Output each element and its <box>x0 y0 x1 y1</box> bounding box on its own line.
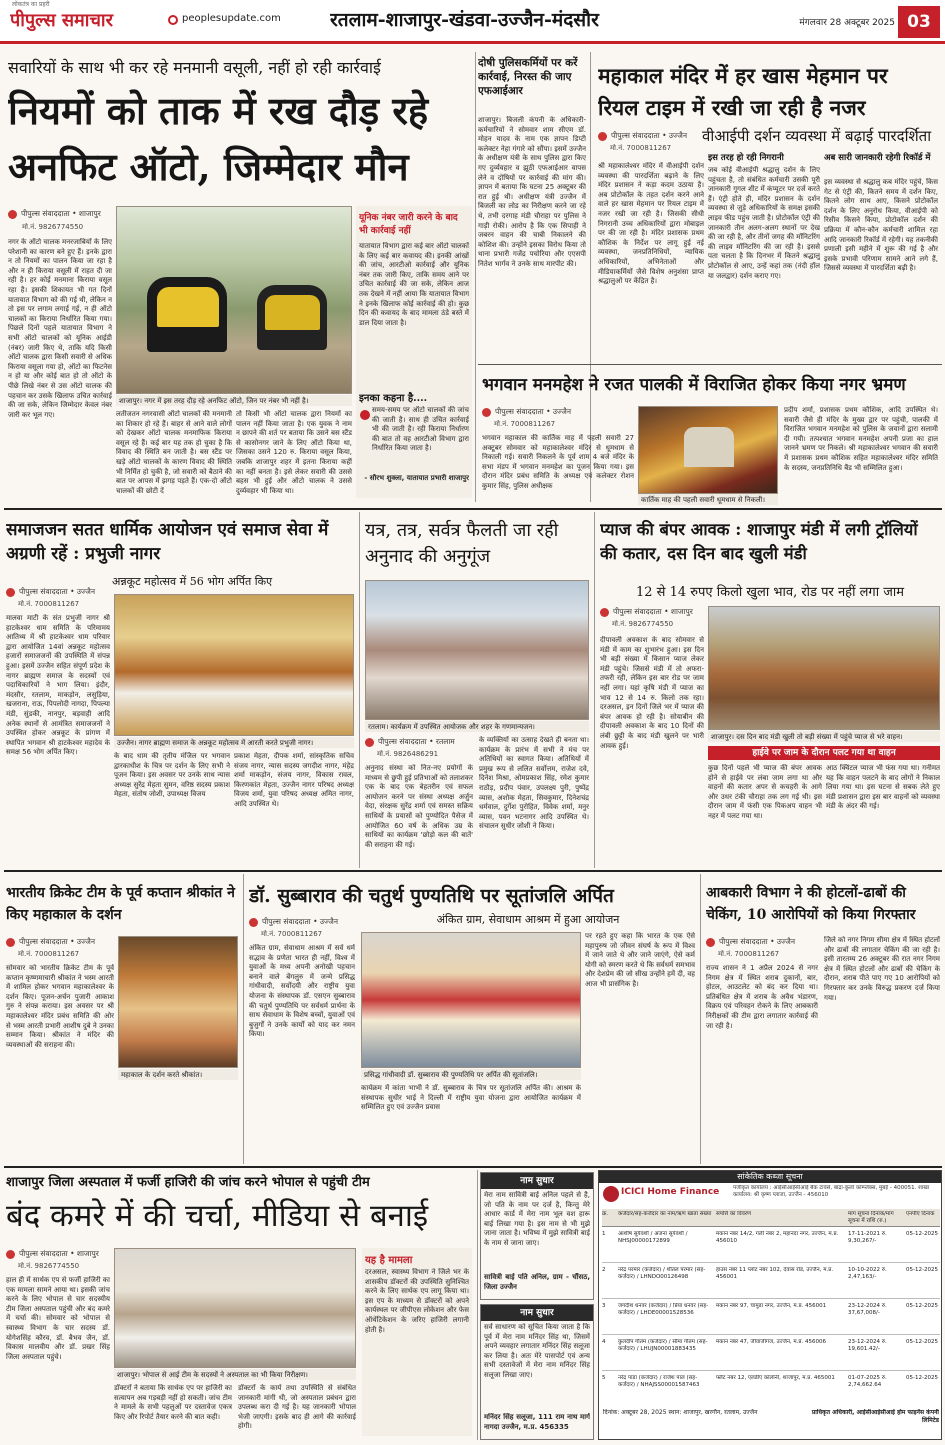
auto-story <box>4 48 474 503</box>
notice-cell: कुलदीप गौतम (कर्जदार) / सीमा गौतम (सह-कर्जदार) / LHUJN00001883435 <box>618 1339 708 1352</box>
notice-header-cell: कर्जदार/सह-कर्जदार का नाम/ऋण खाता संख्या <box>618 1211 712 1217</box>
auto-kicker: सवारियों के साथ भी कर रहे मनमानी वसूली, नहीं हो रही कार्रवाई <box>8 58 381 77</box>
notice-cell: 05-12-2025 <box>906 1303 938 1309</box>
reporter-icon <box>6 588 15 597</box>
vip-col1: श्री महाकालेश्वर मंदिर में वीआईपी दर्शन व्यवस्था की पारदर्शिता बढ़ाने के लिए मंदिर प्रशासन ने कड़ा कदम उठाया है। अब प्रोटोकॉल के तहत दर्शन करने आने वाले हर खास मेहमान पर रियल टाइम में नजर रखी जा रही है। जिसकी सीधी निगरानी उच्च अधिकारियों द्वारा मोबाइल पर की जा रही है। मंदिर प्रशासक प्रथम कौशिक के निर्देश पर लागू हुई नई व्यवस्था, जनप्रतिनिधियों, न्यायिक अधिकारियों, अभिनेताओं और मीडियाकर्मियों जैसे विशेष अनुशंसा प्राप्त श्रद्धालुओं पर केंद्रित है। <box>598 162 704 286</box>
excise-mobile: मो.नं. 7000811267 <box>718 950 780 958</box>
notice-table-header <box>602 1209 940 1227</box>
subbarao-mobile: मो.नं. 7000811267 <box>261 930 323 938</box>
vip-col2-title: इस तरह हो रही निगरानी <box>708 153 784 163</box>
prabhuji-photo <box>114 594 354 736</box>
issue-date: मंगलवार 28 अक्टूबर 2025 <box>799 18 895 28</box>
subbarao-col1: अंकित ग्राम, सेवाधाम आश्रम में सर्व धर्म सद्भाव के प्रणेता भारत ही नहीं, विश्व में युवाओं के मध्य अपनी अनोखी पहचान बनाने वाले बेंगलुरु में जन्मे प्रसिद्ध गांधीवादी, सर्वोदयी और राष्ट्रीय युवा योजना के संस्थापक डॉ. एसएन सुब्बाराव की चतुर्थ पुण्यतिथि पर सर्वधर्म प्रार्थना के साथ सेवाधाम के विशेष बच्चों, युवाओं एवं बुजुर्गों ने उनके कार्यों को याद कर नमन किया। <box>249 944 355 1039</box>
auto-sidebar-text: यातायात विभाग द्वारा कई बार ऑटो चालकों के लिए कई बार कवायद की। इनकी आंखों की जांच, आरटीओ कार्रवाई और यूनिक नंबर तक जारी किए, ताकि समय आने पर उचित कार्रवाई की जा सके, लेकिन आज तक देखने में नहीं आया कि यातायात विभाग ने इनके खिलाफ कोई कार्रवाई की हो। कुछ दिन की कवायद के बाद मामला ठंडे बस्ते में डाल दिया जाता है। <box>359 242 469 327</box>
reporter-icon <box>600 608 609 617</box>
notice-cell: मकान नंबर 47, जीवाजीगंज, उज्जैन, म.प्र. 456006 <box>716 1339 827 1345</box>
prabhuji-mobile: मो.नं. 7000811267 <box>18 600 80 608</box>
column-divider <box>477 1170 478 1440</box>
auto-rickshaw-shape <box>157 287 219 327</box>
icici-logo-icon <box>603 1186 619 1202</box>
hospital-col2: डॉक्टरों ने बताया कि सार्थक एप पर हाजिरी का सत्यापन अब गड़बड़ी नहीं हो सकती। जांच टीम ने मामले के सभी पहलुओं पर दस्तावेज एकत्र किए और रिपोर्ट तैयार करने की बात कही। <box>114 1384 232 1421</box>
reporter-icon <box>706 938 715 947</box>
notice-cell: आशीष सूर्यवंशी / अंजना सूर्यवंशी / NHSJ00000172899 <box>618 1231 688 1244</box>
onion-col1: दीपावली अवकाश के बाद सोमवार से मंडी में काम का शुभारंभ हुआ। इस दिन भी बड़ी संख्या में किसान प्याज लेकर मंडी पहुंचे। जिससे मंडी में तो अफरा-तफरी रही, लेकिन इस बार रोड पर जाम नहीं लगा। यहां कृषि मंडी में प्याज का भाव 12 से 14 रु. किलो तक रहा। दरअसल, इन दिनों जिले भर में प्याज की बंपर आवक हो रही है। सोयाबीन की दीपावली अवकाश के बाद 10 दिनों की लंबी छुट्टी के बाद मंडी खुलने पर भारी आवक हुई। <box>600 636 704 750</box>
excise-byline: पीपुल्स संवाददाता • उज्जैन <box>706 936 814 948</box>
subbarao-caption: प्रसिद्ध गांधीवादी डॉ. सुब्बाराव की पुण्यतिथि पर अर्पित की सूतांजलि। <box>361 1069 581 1080</box>
srikanth-byline: पीपुल्स संवाददाता • उज्जैन <box>6 936 114 948</box>
name-change-sign: मनिंदर सिंह सलूजा, 111 राम नाथ मार्ग नागदा उज्जैन, म.प्र. 456335 <box>484 1413 590 1431</box>
reporter-icon <box>249 918 258 927</box>
prabhuji-col3: प्रकाश मेहता, दीपक शर्मा, सांस्कृतिक सचिव संजय नागर, न्यास सदस्य जगदीश नागर, मंहेद्र शर्मा माकड़ोन, संजय नागर, विकास रावल, किरणकांत मेहता, उज्जैन नागर परिषद अध्यक्ष विजय शर्मा, युवा परिषद अध्यक्ष अमित नागर, आदि उपस्थित थे। <box>234 752 354 808</box>
notice-cell: हाउस नंबर 11 प्लॉट नंबर 102, देवास रोड, उज्जैन, म.प्र. 456001 <box>716 1267 834 1280</box>
prabhuji-col2: के बाद धाम की तृतीय मंजिल पर भगवान द्वारकाधीश के चित्र पर दर्शन के लिए सभी ने पूजन किया। इस अवसर पर उनके साथ न्यास अध्यक्ष सुरेंद्र मेहता सुमन, वरिष्ठ सदस्य प्रकाश मेहता, संतोष जोशी, उपाध्यक्ष विजय <box>114 752 230 799</box>
notice-row <box>602 1265 940 1299</box>
auto-mobile: मो.नं. 9826774550 <box>22 223 84 231</box>
prabhuji-caption: उज्जैन। नागर ब्राह्मण समाज के अन्नकूट महोत्सव में आरती करते प्रभुजी नागर। <box>114 737 354 748</box>
name-change-2 <box>480 1304 594 1440</box>
srikanth-caption: महाकाल के दर्शन करते श्रीकांत। <box>118 1069 238 1080</box>
police-headline: दोषी पुलिसकर्मियों पर करें कार्रवाई, निरस्त की जाए एफआईआर <box>478 57 578 97</box>
hospital-caption: शाजापुर। भोपाल से आई टीम के सदस्यों ने अस्पताल का भी किया निरीक्षण। <box>114 1369 356 1380</box>
notice-cell: नरेंद्र परमार (कर्जदार) / शीतल परमार (सह-कर्जदार) / LHNDO00126498 <box>618 1267 706 1280</box>
prabhuji-story <box>4 512 356 868</box>
notice-cell: 2 <box>602 1267 606 1273</box>
auto-sidebar <box>356 206 472 498</box>
manmahesh-photo <box>638 406 778 494</box>
subbarao-headline: डॉ. सुब्बाराव की चतुर्थ पुण्यतिथि पर सूतांजलि अर्पित <box>249 885 614 907</box>
hospital-box-title: यह है मामला <box>365 1255 413 1266</box>
notice-cell: 5 <box>602 1375 606 1381</box>
auto-col1: नगर के ऑटो चालक मनरजाबियों के लिए परेशानी का कारण बने हुए हैं। इनके द्वारा न तो नियमों का पालन किया जा रहा है और न ही किराया वसूली में राहत दी जा रही है। हर कोई मनमाना किराया वसूल रहा है। इसकी शिकायत भी गत दिनों यातायात विभाग को की गई थी, लेकिन न तो इस पर लगाम लगाई गई, न ही ऑटो चालकों का किराया निर्धारित किया गया। पिछले दिनों पहले यातायात विभाग ने सभी ऑटो चालकों को यूनिक आईडी (नंबर) जारी किए थे, ताकि यदि किसी ऑटो चालक द्वारा किसी सवारी से अधिक किराया वसूला गया हो, ऑटो का फिटनेस न हो या और कोई बात हो तो ऑटो के पीछे लिखे नंबर से उस ऑटो चालक की पहचान कर उसके खिलाफ उचित कार्रवाई की जा सके, लेकिन जिम्मेदार केवल नंबर जारी कर भूल गए। <box>8 238 112 419</box>
globe-icon <box>168 15 178 25</box>
srikanth-photo <box>118 936 238 1068</box>
manmahesh-col2: प्रदीप शर्मा, प्रशासक प्रथम कौशिक, आदि उपस्थित थे। सवारी जैसे ही मंदिर के मुख्य द्वार पर पहुंची, पालकी में विराजित भगवान मनमहेश को पुलिस के जवानों द्वारा सलामी दी गयी। तत्पश्चात भगवान मनमहेश अपनी प्रजा का हाल जानने भ्रमण पर निकले। श्री महाकालेश्वर भगवान की सवारी में प्रशासक प्रथम कौशिक सहित महाकालेश्वर मंदिर समिति के सदस्य, जनप्रतिनिधि बैंड भी सम्मिलित हुआ। <box>784 406 938 472</box>
notice-cell: 05-12-2025 <box>906 1267 938 1273</box>
masthead <box>0 0 945 44</box>
notice-row <box>602 1373 940 1405</box>
auto-quote-title: इनका कहना है.... <box>359 393 428 404</box>
auto-col2: लतीजतन नगरवासी ऑटो चालकों की मनमानी का शिकार हो रहे हैं। बाहर से आने वाले लोगों को देखकर ऑटो चालक मनमाफिक किराया वसूल रहे हैं। कई बार यह तक हो चुका है कि विवाद की स्थिति बन जाती है। बस स्टैंड पर खड़े ऑटो चालकों के कारण विवाद की स्थिति भी निर्मित हो चुकी है, जो सवारी को बैठाने की बात पर आपस में झगड़ पड़ते हैं। एक-दो ऑटो चालकों की छोटी दें <box>116 410 232 495</box>
palki-shape <box>684 427 734 467</box>
notice-cell: 4 <box>602 1339 606 1345</box>
manmahesh-story <box>478 366 942 506</box>
onion-story <box>598 512 942 868</box>
anunad-story <box>363 512 591 868</box>
subbarao-byline: पीपुल्स संवाददाता • उज्जैन <box>249 916 361 928</box>
auto-sidebar-title: यूनिक नंबर जारी करने के बाद भी कार्रवाई नहीं <box>359 213 458 236</box>
anunad-caption: रतलाम। कार्यक्रम में उपस्थित आयोजक और शहर के गणमान्यजन। <box>365 721 589 732</box>
manmahesh-byline: पीपुल्स संवाददाता • उज्जैन <box>482 406 600 418</box>
hospital-box-text: दरअसल, स्वास्थ्य विभाग ने जिले भर के शासकीय डॉक्टरों की उपस्थिति सुनिश्चित करने के लिए सार्थक एप लागू किया था। इस एप के माध्यम से डॉक्टरों को अपने कार्यस्थल पर जीपीएस लोकेशन और फेस ऑथेंटिकेशन के जरिए हाजिरी लगानी होती है। <box>365 1268 469 1334</box>
onion-subheadline: 12 से 14 रुपए किलो खुला भाव, रोड पर नहीं लगा जाम <box>635 585 904 600</box>
notice-cell: 01-07-2025 रु. 2,74,662.64 <box>848 1375 887 1388</box>
anunad-byline: पीपुल्स संवाददाता • रतलाम <box>365 736 475 748</box>
logo[interactable]: पीपुल्स समाचार <box>10 10 113 31</box>
hospital-byline: पीपुल्स संवाददाता • शाजापुर <box>6 1248 114 1260</box>
vip-subheadline: वीआईपी दर्शन व्यवस्था में बढ़ाई पारदर्शिता <box>702 127 932 145</box>
hospital-mobile: मो.नं. 9826774550 <box>18 1262 80 1270</box>
column-divider <box>594 512 595 868</box>
site-link[interactable]: peoplesupdate.com <box>182 13 281 24</box>
srikanth-mobile: मो.नं. 7000811267 <box>18 950 80 958</box>
manmahesh-caption: कार्तिक माह की पहली सवारी धूमधाम से निकली। <box>638 494 778 505</box>
subbarao-photo <box>361 932 581 1068</box>
section-divider <box>4 508 942 510</box>
notice-row <box>602 1337 940 1371</box>
section-divider <box>4 1166 942 1168</box>
onion-mobile: मो.नं. 9826774550 <box>612 620 674 628</box>
prabhuji-byline: पीपुल्स संवाददाता • उज्जैन <box>6 586 110 598</box>
notice-cell: जगदीश धनवर (कर्जदार) / प्रिया धनवर (सह-कर्जदार) / LHDE00001528536 <box>618 1303 709 1316</box>
notice-header-cell: संपत्ति का विवरण <box>716 1211 751 1217</box>
notice-cell: 3 <box>602 1303 606 1309</box>
anunad-col2: के व्यक्तियों का उत्साह देखते ही बनता था। कार्यक्रम के प्रारंभ में सभी ने मंच पर अतिथियों का स्वागत किया। अतिथियों में प्रमुख रूप से ललित सर्वोत्तम, राजेश दवे, दिनेश मिश्रा, ओमप्रकाश सिंह, रमेश कुमार राठौड़, प्रदीप पंवार, उपलक्ष्य पुरी, पुष्पेंद्र व्यास, अशोक मेहता, सिवकुमार, दिनेशचंद्र धर्मवाल, दुर्गेश पुरोहित, विवेक शर्मा, मनुर व्यास, पवन भटनागर आदि उपस्थित थे। संचालन सुधीर जोशी ने किया। <box>479 736 589 831</box>
notice-cell: 1 <box>602 1231 606 1237</box>
hospital-col3: डॉक्टरों के कार्य तथा उपस्थिति से संबंधित जानकारी मांगी थी, जो अस्पताल प्रबंधन द्वारा उपलब्ध करा दी गई है। यह जानकारी भोपाल भेजी जाएगी। इसके बाद ही आगे की कार्रवाई होगी। <box>238 1384 356 1431</box>
subbarao-col3: पर रहते हुए कहा कि भारत के एक ऐसे महापुरुष जो जीवन संघर्ष के रूप में विश्व में जाने जाते थे और जाने जाएंगे, ऐसे कर्म योगी को स्मरण करते थे कि सर्वधर्म समभाव और देशप्रेम की जो सीख उन्होंने हमें दी, वह आज भी प्रासंगिक है। <box>585 932 695 988</box>
reporter-icon <box>6 938 15 947</box>
onion-photo <box>708 606 940 730</box>
auto-quote-author: - सौरभ शुक्ला, यातायात प्रभारी शाजापुर <box>364 474 469 482</box>
auto-quote-text: समय-समय पर ऑटो चालकों की जांच की जाती है। साथ ही उचित कार्रवाई भी की जाती है। रही किराया निर्धारण की बात तो वह आरटीओ विभाग द्वारा निर्धारित किया जाता है। <box>372 406 469 453</box>
column-divider <box>243 874 244 1164</box>
auto-byline: पीपुल्स संवाददाता • शाजापुर <box>8 208 118 220</box>
vip-headline-1: महाकाल मंदिर में हर खास मेहमान पर <box>598 63 888 88</box>
hospital-headline: बंद कमरे में की चर्चा, मीडिया से बनाई <box>6 1198 429 1234</box>
onion-col3: आठ क्विंटल प्याज भी फंस गया था। गनीमत यह कि वाहन पलटने के बाद लोगों ने निकाल लिया गया था। इस घटना से सबक लेते हुए मंडी प्रशासन द्वारा इस बार वाहनों को व्यवस्था मंडी के अंदर की गई। <box>826 764 940 811</box>
name-change-1 <box>480 1172 594 1300</box>
section-divider <box>4 870 942 872</box>
name-change-title: नाम सुधार <box>481 1173 593 1189</box>
notice-cell: 10-10-2022 रु. 2,47,163/- <box>848 1267 887 1280</box>
notice-cell: 05-12-2025 <box>906 1231 938 1237</box>
excise-col1: राज्य शासन ने 1 अप्रैल 2024 से नगर निगम क्षेत्र में स्थित शराब दुकानों, बार, होटल, आउटलेट को बंद कर दिया था। प्रतिबंधित क्षेत्र में शराब के अवैध भंडारण, विक्रय एवं परिवहन रोकने के लिए आबकारी निरीक्षकों की टीम द्वारा लगातार कार्रवाई की जा रही है। <box>706 964 818 1030</box>
name-change-text: सर्व साधारण को सूचित किया जाता है कि पूर्व में मेरा नाम मनिंदर सिंह था, जिसमें अपने व्यवहार लगातार मनिंदर सिंह सलूजा कर लिया है। अतः मेरे पासपोर्ट एवं अन्य सभी दस्तावेजों में मेरा नाम मनिंदर सिंह सलूजा लिखा जाए। <box>484 1323 590 1379</box>
notice-header-cell: एनपीए दिनांक <box>906 1211 935 1217</box>
vip-mobile: मो.नं. 7000811267 <box>610 144 672 152</box>
notice-cell: मकान नंबर 14/2, गली नंबर 2, महानंदा नगर, उज्जैन, म.प्र. 456010 <box>716 1231 839 1244</box>
subbarao-col2: कार्यक्रम में कांता भाभी ने डॉ. सुब्बाराव के चित्र पर सूतांजलि अर्पित की। आश्रम के संस्थापक सुधीर भाई ने दिल्ली में राष्ट्रीय युवा योजना द्वारा आयोजित कार्यक्रम में सम्मिलित हुए एवं उज्जैन प्रवास <box>361 1084 581 1112</box>
name-change-sign: सावित्री बाई पति अनिल, ग्राम - चौंसठ, जिला उज्जैन <box>484 1273 590 1291</box>
excise-story <box>704 874 942 1164</box>
manmahesh-col1: भगवान महाकाल की कार्तिक माह में पहली सवारी 27 अक्टूबर सोमवार को महाकालेश्वर मंदिर से धूमधाम से निकाली गई। सवारी निकलने के पूर्व शाम 4 बजे मंदिर के सभा मंडप में भगवान मनमहेश का पूजन किया गया। इस दौरान मंदिर प्रबंध समिति के अध्यक्ष एवं कलेक्टर रोशन कुमार सिंह, पुलिस अधीक्षक <box>482 434 634 490</box>
excise-headline: आबकारी विभाग ने की होटलों-ढाबों की चेकिंग, 10 आरोपियों को किया गिरफ्तार <box>706 885 916 923</box>
auto-headline-1: नियमों को ताक में रख दौड़ रहे <box>8 88 429 133</box>
notice-header-cell: क्र. <box>602 1211 608 1217</box>
notice-title: सांकेतिक कब्जा सूचना <box>599 1171 941 1183</box>
prabhuji-subheadline: अन्नकूट महोत्सव में 56 भोग अर्पित किए <box>112 575 273 588</box>
anunad-photo <box>365 580 589 720</box>
manmahesh-mobile: मो.नं. 7000811267 <box>494 420 556 428</box>
column-divider <box>359 512 360 868</box>
logo-tagline: लोकतंत्र का प्रहरी <box>12 1 50 8</box>
notice-header-cell: मांग सूचना दिनांक/मांग सूचना में राशि (रु.) <box>848 1211 894 1224</box>
auto-photo <box>116 206 352 394</box>
column-divider <box>475 52 476 502</box>
onion-col2: कुछ दिनों पहले भी प्याज की बंपर आवक होने से हाईवे पर लंबा जाम लगा था और वाहनों की कतार अपर से कचहरी के आगे और उधर टंकी चौराहा तक लग गई थी। इस दौरान जाम में फंसी एक पिकअप वाहन भी नहर में पलट गया था। <box>708 764 822 820</box>
notice-footer: दिनांक: अक्टूबर 28, 2025 स्थान: शाजापुर, खरगौन, रतलाम, उज्जैन <box>603 1409 758 1416</box>
notice-cell: 17-11-2021 रु. 9,30,267/- <box>848 1231 887 1244</box>
auto-headline-2: अनफिट ऑटो, जिम्मेदार मौन <box>8 144 409 189</box>
mahakal-vip-story <box>594 52 942 364</box>
auto-caption: शाजापुर। नगर में इस तरह दौड़ रहे अनफिट ऑटो, जिन पर नंबर भी नहीं है। <box>116 395 352 406</box>
vip-byline: पीपुल्स संवाददाता • उज्जैन <box>598 130 706 142</box>
hospital-photo <box>114 1248 356 1368</box>
section-title: रतलाम-शाजापुर-खंडवा-उज्जैन-मंदसौर <box>330 9 599 31</box>
vip-col3: इस व्यवस्था से श्रद्धालु कब मंदिर पहुंचे, किस गेट से एंट्री की, कितने समय में दर्शन किए, कितने लोग साथ आए, किसने प्रोटोकॉल दर्शन के लिए अनुरोध किया, वीआईपी को रिसीव किसने किया, प्रोटोकॉल दर्शन की प्रक्रिया में कौन-कौन कर्मचारी शामिल रहा आदि जानकारी रिकॉर्ड में रहेगी। यह तकनीकी प्रणाली इसी महीने में शुरू की गई है और इसके प्रभावी परिणाम सामने आने लगे हैं, जिससे व्यवस्था में पारदर्शिता बढ़ी है। <box>824 178 938 273</box>
srikanth-headline: भारतीय क्रिकेट टीम के पूर्व कप्तान श्रीकांत ने किए महाकाल के दर्शन <box>6 885 235 923</box>
prabhuji-col1: मालवा माटी के संत प्रभुजी नागर श्री हाटकेश्वर धाम समिति के परिमामय आतिथ्य में श्री हाटकेश्वर धाम परिवार द्वारा आयोजित 14वां अन्नकूट महोत्सव हजारों समाजजनों की उपस्थिति में संपन्न हुआ। इसमें उज्जैन सहित संपूर्ण प्रदेश के नागर ब्राह्मण समाज के सदस्यों एवं पदाधिकारियों ने भाग लिया। इंदौर, मंदसौर, रतलाम, माकड़ोन, लसुड़िया, खजराना, राऊ, पिपलोदी नागदा, पिपल्या मंडी, सुंडकी, नानपुर, बड़वाही आदि अनेक स्थानों से आमंत्रित समाजजनों ने उपस्थित होकर अन्नकूट के प्रांगण में स्थापित भगवान श्री हाटकेश्वर महादेव के समक्ष 56 भोग अर्पित किए। <box>6 614 110 757</box>
anunad-headline: यत्र, तत्र, सर्वत्र फैलती जा रही अनुनाद की अनुगूंज <box>365 520 559 567</box>
notice-cell: 05-12-2025 <box>906 1339 938 1345</box>
name-change-title: नाम सुधार <box>481 1305 593 1321</box>
notice-table <box>602 1209 940 1405</box>
page-number: 03 <box>898 6 940 38</box>
reporter-icon <box>6 1250 15 1259</box>
reporter-icon <box>598 132 607 141</box>
auto-col3: तो किसी भी ऑटो चालक द्वारा नियमों का पालन नहीं किया जाता है। एक युवक ने नाम न छापने की शर्त पर बताया कि उसने बस स्टैंड से कासोनगर जाने के लिए ऑटो किया था, जिसका उसने 120 रु. किराया वसूल किया, जबकि शाजापुर शहर में इतना किराया कहीं का नहीं बनता है। इसे लेकर सवारी की उससे बहस भी हुई और ऑटो चालक ने उससे दुर्व्यवहार भी किया था। <box>236 410 352 495</box>
name-change-text: मेरा नाम सावित्री बाई अनिल पहले से है, जो पति के नाम पर दर्ज है, किन्तु मेरे आधार कार्ड में मेरा नाम भूल वश हारू बाई लिखा गया है। इस नाम से भी मुझे जाना जाता है। भविष्य में मुझे सावित्री बाई के नाम से जाना जाए। <box>484 1191 590 1247</box>
onion-box: हाईवे पर जाम के दौरान पलट गया था वाहन <box>708 746 940 760</box>
subbarao-subheadline: अंकित ग्राम, सेवाधाम आश्रम में हुआ आयोजन <box>436 913 620 926</box>
notice-row <box>602 1301 940 1335</box>
notice-cell: मकान नंबर 97, चामुंडा नगर, उज्जैन, म.प्र. 456001 <box>716 1303 827 1309</box>
notice-cell: 23-12-2024 रु. 37,67,008/- <box>848 1303 887 1316</box>
notice-company: ICICI Home Finance <box>621 1187 720 1197</box>
notice-row <box>602 1229 940 1263</box>
reporter-icon <box>482 408 491 417</box>
notice-cell: फ्लैट नंबर 12, एलडीए कॉलोनी, शाजापुर, म.प्र. 465001 <box>716 1375 835 1381</box>
anunad-col1: अनुनाद संस्था को नित-नए प्रयोगों के माध्यम से छुपी हुई प्रतिभाओं को तलाशकर एक के बाद एक बेहतरीन एवं सफल आयोजन करने पर संस्था अध्यक्ष अर्जुन वेदा, संरक्षक सुरेंद्र शर्मा एवं समस्त सक्रिय साथियों के प्रयासों को पुण्योदित पैसेज में आयोजित 60 वर्ष के अधिक उम्र के साथियों का कार्यक्रम 'छोड़ो कल की बातें' की सराहना की गई। <box>365 764 473 849</box>
vip-col3-title: अब सारी जानकारी रहेगी रिकॉर्ड में <box>824 153 931 163</box>
vip-col2: जब कोई वीआईपी श्रद्धालु दर्शन के लिए पहुंचता है, तो संबंधित कर्मचारी उसकी पूरी जानकारी गूगल शीट में कंप्यूटर पर दर्ज करते हैं। एंट्री होते ही, मंदिर प्रशासन के दर्शन व्यवस्था से जुड़े अधिकारियों के समक्ष इसकी लाइव फीड पहुंच जाती है। प्रोटोकॉल एंट्री की जानकारी तीन अलग-अलग स्थानों पर देख की जा रही है, और तीनों जगह की मॉनिटरिंग की लाइव मॉनिटरिंग की जा रही है। इससे पता चलता है कि दिनभर में कितने श्रद्धालु प्रोटोकॉल से आए, उन्हें कहां तक (नंदी हॉल या जलद्वार) दर्शन कराए गए। <box>708 166 820 280</box>
manmahesh-headline: भगवान मनमहेश ने रजत पालकी में विराजित होकर किया नगर भ्रमण <box>482 375 906 395</box>
notice-cell: 05-12-2025 <box>906 1375 938 1381</box>
notice-cell: 23-12-2024 रु. 19,601.42/- <box>848 1339 887 1352</box>
possession-notice <box>598 1170 942 1440</box>
hospital-col1: हाल ही में सार्थक एप से फर्जी हाजिरी का एक मामला सामने आया था। इसकी जांच करने के लिए भोपाल से चार सदस्यीय टीम जिला अस्पताल पहुंची और बंद कमरे में चर्चा की। सोमवार को भोपाल से स्वास्थ्य विभाग के चार सदस्य डॉ. योगेशसिंह कौरव, डॉ. बैभव जैन, डॉ. विकास मालवीय और डॉ. प्रखर सिंह जिला अस्पताल पहुंचे। <box>6 1276 110 1361</box>
onion-headline: प्याज की बंपर आवक : शाजापुर मंडी में लगी ट्रॉलियों की कतार, दस दिन बाद खुली मंडी <box>600 520 918 563</box>
hospital-story <box>4 1170 474 1440</box>
hospital-kicker: शाजापुर जिला अस्पताल में फर्जी हाजिरी की जांच करने भोपाल से पहुंची टीम <box>6 1175 370 1190</box>
notice-sign: प्राधिकृत अधिकारी, आईसीआईसीआई होम फाइनेंस कंपनी लिमिटेड <box>811 1409 939 1424</box>
prabhuji-headline: समाजजन सतत धार्मिक आयोजन एवं समाज सेवा में अग्रणी रहें : प्रभुजी नागर <box>6 520 329 564</box>
notice-intro: पंजीकृत कार्यालय : आईसीआईसीआई बैंक टावर्स, बांद्रा-कुर्ला कॉम्प्लेक्स, मुंबई - 400051. शाखा कार्यालय: श्री कृष्ण प्लाजा, उज्जैन - 456010 <box>733 1185 930 1198</box>
anunad-mobile: मो.नं. 9826486291 <box>377 750 439 758</box>
auto-rickshaw-shape <box>265 295 320 330</box>
srikanth-body: सोमवार को भारतीय क्रिकेट टीम के पूर्व कप्तान कृष्णमाचारी श्रीकांत ने भस्म आरती में शामिल होकर भगवान महाकालेश्वर के दर्शन किए। पूजन-अर्चन पुजारी आकाश गुरु ने संपन्न कराया। इस अवसर पर श्री महाकालेश्वर मंदिर प्रबंध समिति की ओर से भस्म आरती प्रभारी आशीष दुबे ने उनका सम्मान किया। श्रीकांत ने मंदिर की व्यवस्थाओं की सराहना की। <box>6 964 114 1049</box>
excise-col2: जिले को नगर निगम सीमा क्षेत्र में स्थित होटलों और ढाबों की लगातार चेकिंग की जा रही है। इसी तारतम्य 26 अक्टूबर की रात नगर निगम क्षेत्र में स्थित होटलों और ढाबों की चेकिंग के दौरान, शराब पीते पाए गए 10 आरोपियों को गिरफ्तार कर उनके विरुद्ध प्रकरण दर्ज किया गया। <box>824 936 940 1002</box>
onion-caption: शाजापुर। दस दिन बाद मंडी खुली तो बड़ी संख्या में पहुंचे प्याज से भरे वाहन। <box>708 731 940 742</box>
subbarao-story <box>247 874 697 1164</box>
column-divider <box>700 874 701 1164</box>
section-divider <box>478 364 942 365</box>
quote-icon <box>360 410 370 420</box>
onion-byline: पीपुल्स संवाददाता • शाजापुर <box>600 606 708 618</box>
hospital-box <box>362 1248 472 1436</box>
reporter-icon <box>8 210 17 219</box>
reporter-icon <box>365 738 374 747</box>
vip-headline-2: रियल टाइम में रखी जा रही है नजर <box>598 95 866 120</box>
police-body: शाजापुर। बिजली कंपनी के अधिकारी-कर्मचारियों ने सोमवार शाम सीएम डॉ. मोहन यादव के नाम एक ज्ञापन डिप्टी कलेक्टर नेहा गंगारे को सौंपा। इसमें उज्जैन के अधीक्षण यंत्री के साथ पुलिस द्वारा किए गए दुर्व्यवहार व झूठी एफआईआर वापस लेने व दोषियों पर कार्रवाई की मांग की। ज्ञापन में बताया कि घटना 25 अक्टूबर की रात हुई थी। अधीक्षण यंत्री उज्जैन में बिजली का लोड का निरीक्षण करने जा रहे थे, तभी दरगाह मंडी चौराहा पर पुलिस ने गाड़ी रोकी। आरोप है कि एक सिपाही ने जबरन वाहन की चाबी निकालने की कोशिश की। उन्होंने इसका विरोध किया तो थाना प्रभारी गजेंद्र पचोरिया और एएसपी नितेश भार्गव ने उनके साथ मारपीट की। <box>478 116 586 268</box>
srikanth-story <box>4 874 240 1164</box>
notice-cell: नरेंद्र पांडा (कर्जदार) / राजेश पाल (सह-कर्जदार) / NHAJSS00001587463 <box>618 1375 700 1388</box>
